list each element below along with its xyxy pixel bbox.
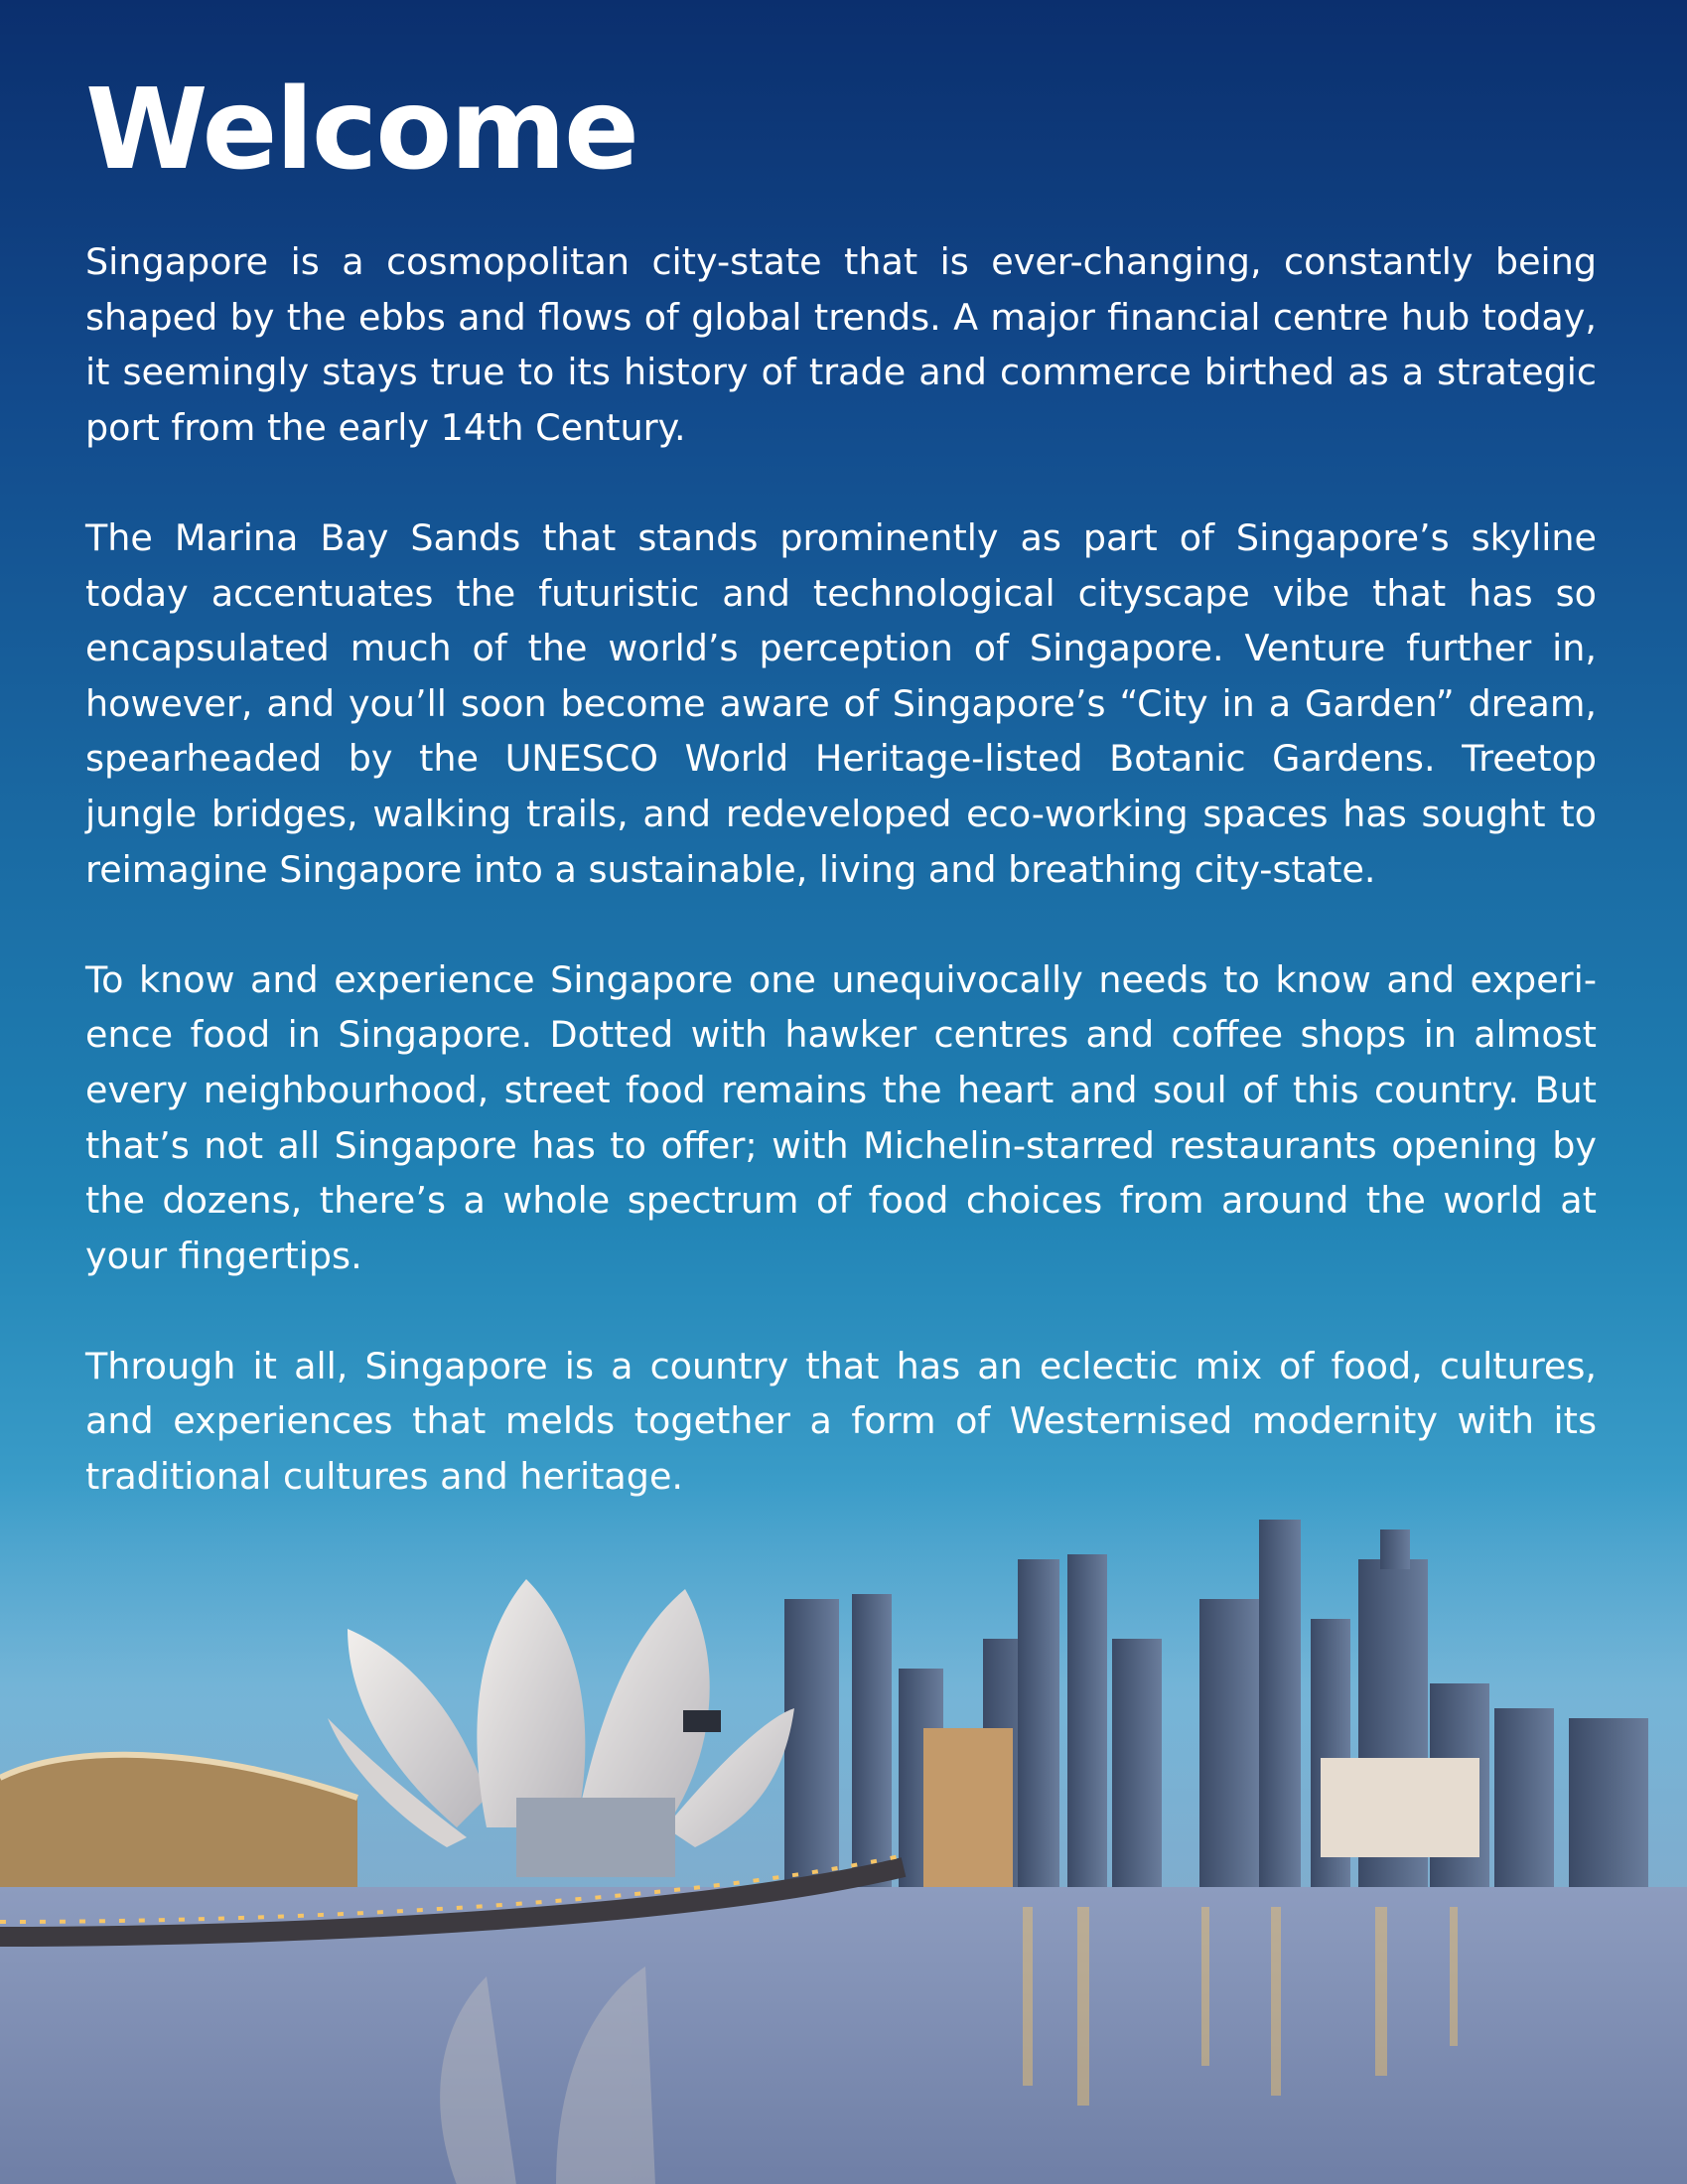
page-title: Welcome — [85, 66, 637, 195]
singapore-skyline-illustration — [0, 1470, 1687, 2184]
paragraph-3: To know and experience Singapore one unequivocally needs to know and experience food in Singapore. Dotted with hawker centres and coffee shops in almost every neighbourhood, street food remains the heart and soul of this country. But that’s not all Singapore has to offer; with Michelin-starred restaurants opening by the dozens, there’s a whole spectrum of food choices from around the world at your fingertips. — [85, 957, 1597, 1277]
paragraph-2: The Marina Bay Sands that stands prominently as part of Singapore’s skyline today accentuates the futuristic and technological cityscape vibe that has so encapsulated much of the world’s perception of Singapore. Venture further in, however, and you’ll soon become aware of Singapore’s “City in a Garden” dream, spearheaded by the UNESCO World Heritage-listed Botanic Gardens. Treetop jungle bridges, walking trails, and redeveloped eco-working spaces has sought to reimagine Singapore into a sustainable, living and breathing city-state. — [85, 515, 1597, 891]
paragraph-4: Through it all, Singapore is a country that has an eclectic mix of food, cultures, and experiences that melds together a form of Westernised modernity with its — [85, 1344, 1597, 1443]
paragraph-1: Singapore is a cosmopolitan city-state that is ever-changing, constantly being shaped by the ebbs and flows of global trends. A major financial centre hub today, it seemingly stays true to its history of trade and commerce birthed as a strategic port from the early 14th Century. — [85, 240, 1597, 449]
body-text — [85, 234, 1597, 1505]
